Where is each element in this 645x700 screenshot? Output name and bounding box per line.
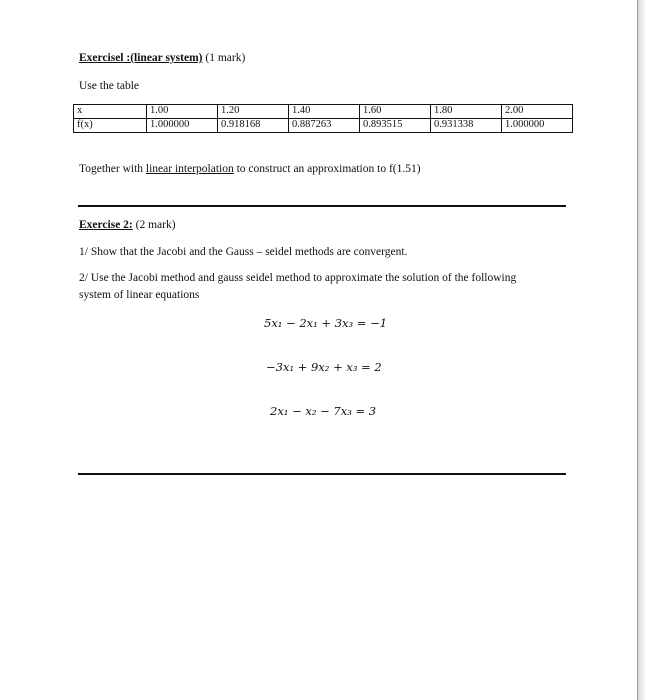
x-value: 1.00 (147, 105, 218, 119)
task-prefix: Together with (79, 163, 144, 175)
x-value: 1.20 (218, 105, 289, 119)
exercise2-question1: 1/ Show that the Jacobi and the Gauss – seidel methods are convergent. (79, 246, 408, 258)
exercise2-marks: (2 mark) (135, 219, 176, 231)
exercise1-heading: Exercisel :(linear system) (79, 52, 203, 64)
equation-3: 2x₁ − x₂ − 7x₃ = 3 (270, 404, 377, 418)
section-divider-bottom (78, 473, 566, 475)
x-value: 2.00 (502, 105, 573, 119)
exercise1-title-line (79, 52, 245, 64)
fx-value: 0.893515 (360, 119, 431, 133)
table-row-fx (74, 119, 573, 133)
page-edge-shadow (638, 0, 645, 700)
exercise1-instruction: Use the table (79, 80, 140, 92)
fx-value: 1.000000 (502, 119, 573, 133)
exercise1-marks: (1 mark) (205, 52, 246, 64)
exercise1-task (79, 163, 421, 175)
interpolation-table (73, 104, 573, 133)
section-divider-top (78, 205, 566, 207)
exercise2-question2-line1: 2/ Use the Jacobi method and gauss seidel method to approximate the solution of the following (79, 272, 517, 284)
fx-value: 0.931338 (431, 119, 502, 133)
fx-value: 0.887263 (289, 119, 360, 133)
row-label-fx: f(x) (74, 119, 147, 133)
task-suffix: to construct an approximation to f(1.51) (236, 163, 421, 175)
fx-value: 1.000000 (147, 119, 218, 133)
exercise2-question2-line2: system of linear equations (79, 289, 200, 301)
equation-1: 5x₁ − 2x₁ + 3x₃ = −1 (264, 316, 388, 330)
linear-interpolation-link: linear interpolation (145, 163, 234, 175)
table-row-x (74, 105, 573, 119)
exercise2-heading: Exercise 2: (79, 219, 133, 231)
row-label-x: x (74, 105, 147, 119)
fx-value: 0.918168 (218, 119, 289, 133)
x-value: 1.80 (431, 105, 502, 119)
x-value: 1.40 (289, 105, 360, 119)
x-value: 1.60 (360, 105, 431, 119)
exercise2-title-line (79, 219, 176, 231)
equation-2: −3x₁ + 9x₂ + x₃ = 2 (266, 360, 382, 374)
